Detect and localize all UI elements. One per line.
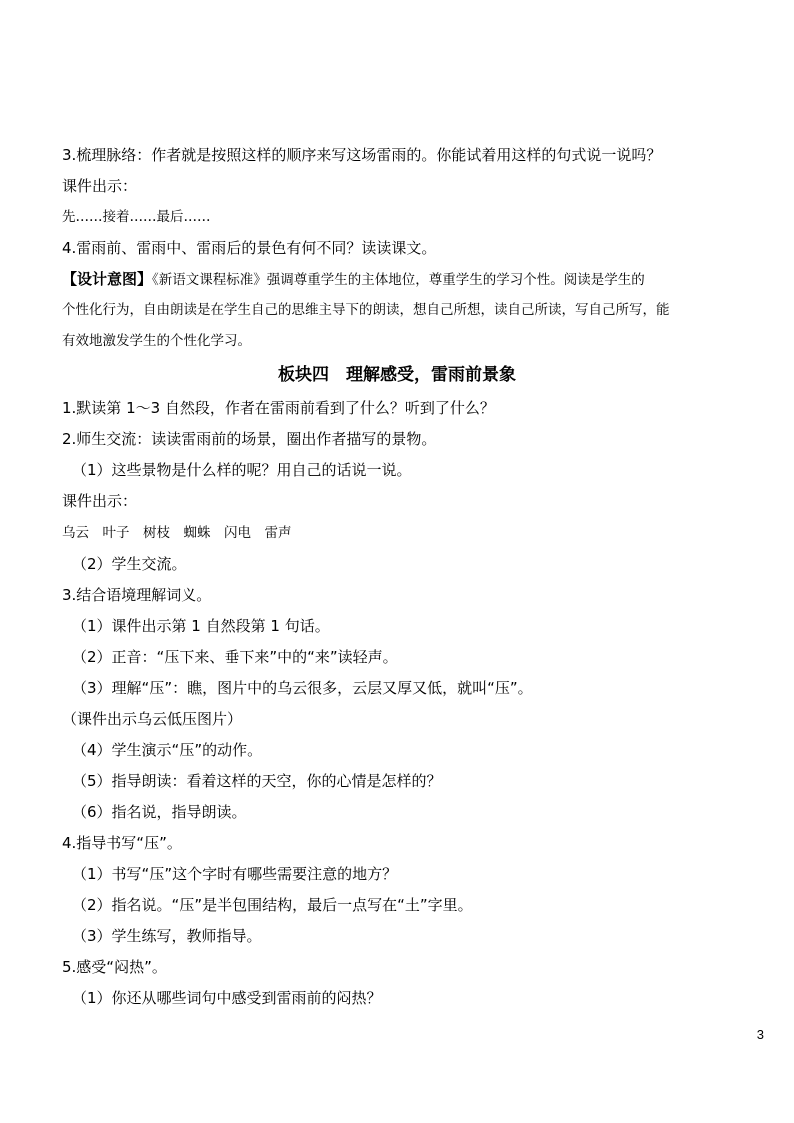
section-title: 板块四 理解感受，雷雨前景象: [278, 365, 516, 385]
text-line: （2）学生交流。: [72, 555, 187, 573]
text-line: （1）这些景物是什么样的呢？用自己的话说一说。: [72, 461, 412, 479]
text-line: （3）学生练写，教师指导。: [72, 927, 262, 945]
text-line: （6）指名说，指导朗读。: [72, 803, 247, 821]
text-line: （4）学生演示“压”的动作。: [72, 741, 263, 759]
text-line: （1）书写“压”这个字时有哪些需要注意的地方？: [72, 865, 398, 883]
text-line: 2.师生交流：读读雷雨前的场景，圈出作者描写的景物。: [62, 430, 437, 448]
text-line: 课件出示：: [62, 492, 138, 510]
design-intent-text: 个性化行为，自由朗读是在学生自己的思维主导下的朗读，想自己所想，读自己所读，写自己所写，能: [62, 302, 670, 318]
text-line: （2）正音：“压下来、垂下来”中的“来”读轻声。: [72, 648, 398, 666]
text-line: 课件出示：: [62, 177, 138, 195]
text-line: （5）指导朗读：看着这样的天空，你的心情是怎样的？: [72, 772, 442, 790]
text-line: 3.结合语境理解词义。: [62, 586, 212, 604]
text-line: （3）理解“压”：瞧，图片中的乌云很多，云层又厚又低，就叫“压”。: [72, 679, 533, 697]
text-line: （课件出示乌云低压图片）: [62, 710, 243, 728]
design-intent-text: 有效地激发学生的个性化学习。: [62, 333, 251, 349]
text-line: 4.指导书写“压”。: [62, 834, 182, 852]
page-number: 3: [756, 1027, 764, 1042]
text-line: （1）课件出示第 1 自然段第 1 句话。: [72, 617, 330, 635]
text-line: 1.默读第 1～3 自然段，作者在雷雨前看到了什么？听到了什么？: [62, 399, 495, 417]
text-line: （2）指名说。“压”是半包围结构，最后一点写在“土”字里。: [72, 896, 473, 914]
design-intent-label: 【设计意图】: [62, 270, 153, 288]
design-intent-line: [62, 269, 645, 290]
text-line: （1）你还从哪些词句中感受到雷雨前的闷热？: [72, 989, 382, 1007]
courseware-text: 乌云 叶子 树枝 蜘蛛 闪电 雷声: [62, 525, 292, 541]
design-intent-text: 《新语文课程标准》强调尊重学生的主体地位，尊重学生的学习个性。阅读是学生的: [152, 272, 645, 288]
text-line: 4.雷雨前、雷雨中、雷雨后的景色有何不同？读读课文。: [62, 239, 437, 257]
text-line: 5.感受“闷热”。: [62, 958, 167, 976]
text-line: 3.梳理脉络：作者就是按照这样的顺序来写这场雷雨的。你能试着用这样的句式说一说吗？: [62, 146, 662, 164]
courseware-text: 先……接着……最后……: [62, 209, 211, 225]
